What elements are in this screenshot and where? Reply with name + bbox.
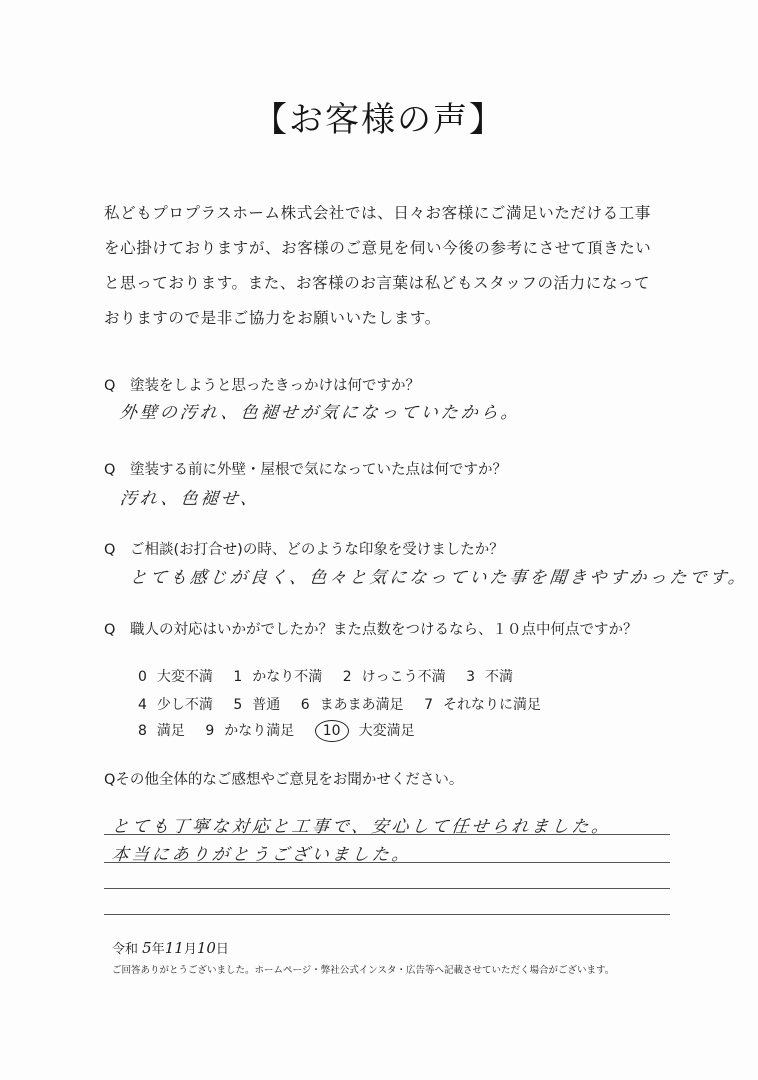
rating-label: かなり満足 bbox=[224, 723, 295, 739]
response-date bbox=[112, 938, 229, 957]
rating-option-5 bbox=[233, 694, 280, 714]
answer-3: とても感じが良く、色々と気になっていた事を聞きやすかったです。 bbox=[128, 568, 750, 588]
intro-line: 私どもプロプラスホーム株式会社では、日々お客様にご満足いただける工事 bbox=[104, 204, 651, 222]
date-era: 令和 bbox=[112, 942, 139, 957]
rating-option-10-selected bbox=[315, 720, 415, 742]
rating-number: 3 bbox=[466, 669, 476, 685]
ruled-line bbox=[104, 862, 670, 863]
ruled-line bbox=[104, 914, 670, 915]
question-mark: Q bbox=[104, 378, 116, 394]
rating-scale-row bbox=[138, 720, 431, 742]
ruled-line bbox=[104, 834, 670, 835]
rating-number: 8 bbox=[138, 723, 147, 739]
rating-option-7 bbox=[424, 694, 541, 714]
rating-option-2 bbox=[343, 666, 446, 686]
answer-2: 汚れ、色褪せ、 bbox=[118, 489, 262, 509]
rating-number: 1 bbox=[233, 669, 243, 685]
rating-label: かなり不満 bbox=[252, 669, 323, 685]
question-text: 職人の対応はいかがでしたか？また点数をつけるなら、１０点中何点ですか？ bbox=[130, 622, 638, 638]
intro-line: を心掛けておりますが、お客様のご意見を伺い今後の参考にさせて頂きたい bbox=[104, 239, 652, 257]
date-year-unit: 年 bbox=[151, 942, 165, 957]
answer-1: 外壁の汚れ、色褪せが気になっていたから。 bbox=[118, 403, 522, 423]
question-2 bbox=[104, 458, 507, 479]
rating-label: けっこう不満 bbox=[361, 669, 446, 685]
question-text: 塗装をしようと思ったきっかけは何ですか？ bbox=[130, 378, 420, 394]
other-comments-question: Qその他全体的なご感想やご意見をお聞かせください。 bbox=[104, 772, 464, 788]
question-mark: Q bbox=[104, 462, 116, 478]
rating-number: 0 bbox=[138, 669, 147, 685]
question-1 bbox=[104, 374, 420, 395]
rating-option-3 bbox=[466, 666, 513, 686]
rating-label: まあまあ満足 bbox=[319, 697, 404, 713]
intro-paragraph bbox=[104, 196, 684, 336]
comment-line-1: とても丁寧な対応と工事で、安心して任せられました。 bbox=[110, 817, 613, 837]
question-4 bbox=[104, 618, 638, 639]
question-mark: Q bbox=[104, 542, 116, 558]
rating-label: 大変満足 bbox=[358, 723, 415, 739]
rating-label: 普通 bbox=[252, 697, 281, 713]
rating-label: 大変不満 bbox=[156, 669, 213, 685]
rating-number: 2 bbox=[342, 669, 352, 685]
rating-option-4 bbox=[138, 694, 213, 714]
rating-label: 満足 bbox=[156, 723, 185, 739]
question-text: ご相談(お打合せ)の時、どのような印象を受けましたか？ bbox=[130, 542, 504, 558]
intro-line: と思っております。また、お客様のお言葉は私どもスタッフの活力になって bbox=[104, 274, 651, 292]
comment-line-2: 本当にありがとうございました。 bbox=[110, 845, 413, 865]
question-3 bbox=[104, 538, 504, 559]
rating-option-0 bbox=[138, 666, 213, 686]
page-title: 【お客様の声】 bbox=[253, 100, 505, 140]
rating-number: 6 bbox=[300, 697, 310, 713]
rating-option-8 bbox=[138, 720, 185, 740]
date-day: 10 bbox=[196, 939, 216, 957]
rating-number: 4 bbox=[138, 697, 147, 713]
footer-note: ご回答ありがとうございました。ホームページ・弊社公式インスタ・広告等へ記載させていただく場合がございます。 bbox=[112, 965, 615, 976]
rating-scale-row bbox=[138, 666, 529, 686]
rating-label: それなりに満足 bbox=[443, 697, 542, 713]
rating-scale-row bbox=[138, 694, 557, 714]
ruled-line bbox=[104, 888, 670, 889]
rating-number: 9 bbox=[205, 723, 215, 739]
intro-line: おりますので是非ご協力をお願いいたします。 bbox=[104, 309, 441, 327]
date-year: 5 bbox=[142, 939, 152, 957]
rating-number: 5 bbox=[233, 697, 243, 713]
rating-label: 不満 bbox=[485, 669, 514, 685]
question-mark: Q bbox=[104, 622, 116, 638]
rating-label: 少し不満 bbox=[156, 697, 213, 713]
question-text: 塗装する前に外壁・屋根で気になっていた点は何ですか？ bbox=[130, 462, 507, 478]
date-day-unit: 日 bbox=[215, 942, 229, 957]
date-month: 11 bbox=[164, 939, 184, 957]
date-month-unit: 月 bbox=[183, 942, 197, 957]
rating-option-9 bbox=[205, 720, 294, 740]
rating-number: 7 bbox=[424, 697, 434, 713]
rating-option-1 bbox=[233, 666, 322, 686]
selected-circle-mark: 10 bbox=[315, 720, 349, 742]
rating-option-6 bbox=[301, 694, 404, 714]
